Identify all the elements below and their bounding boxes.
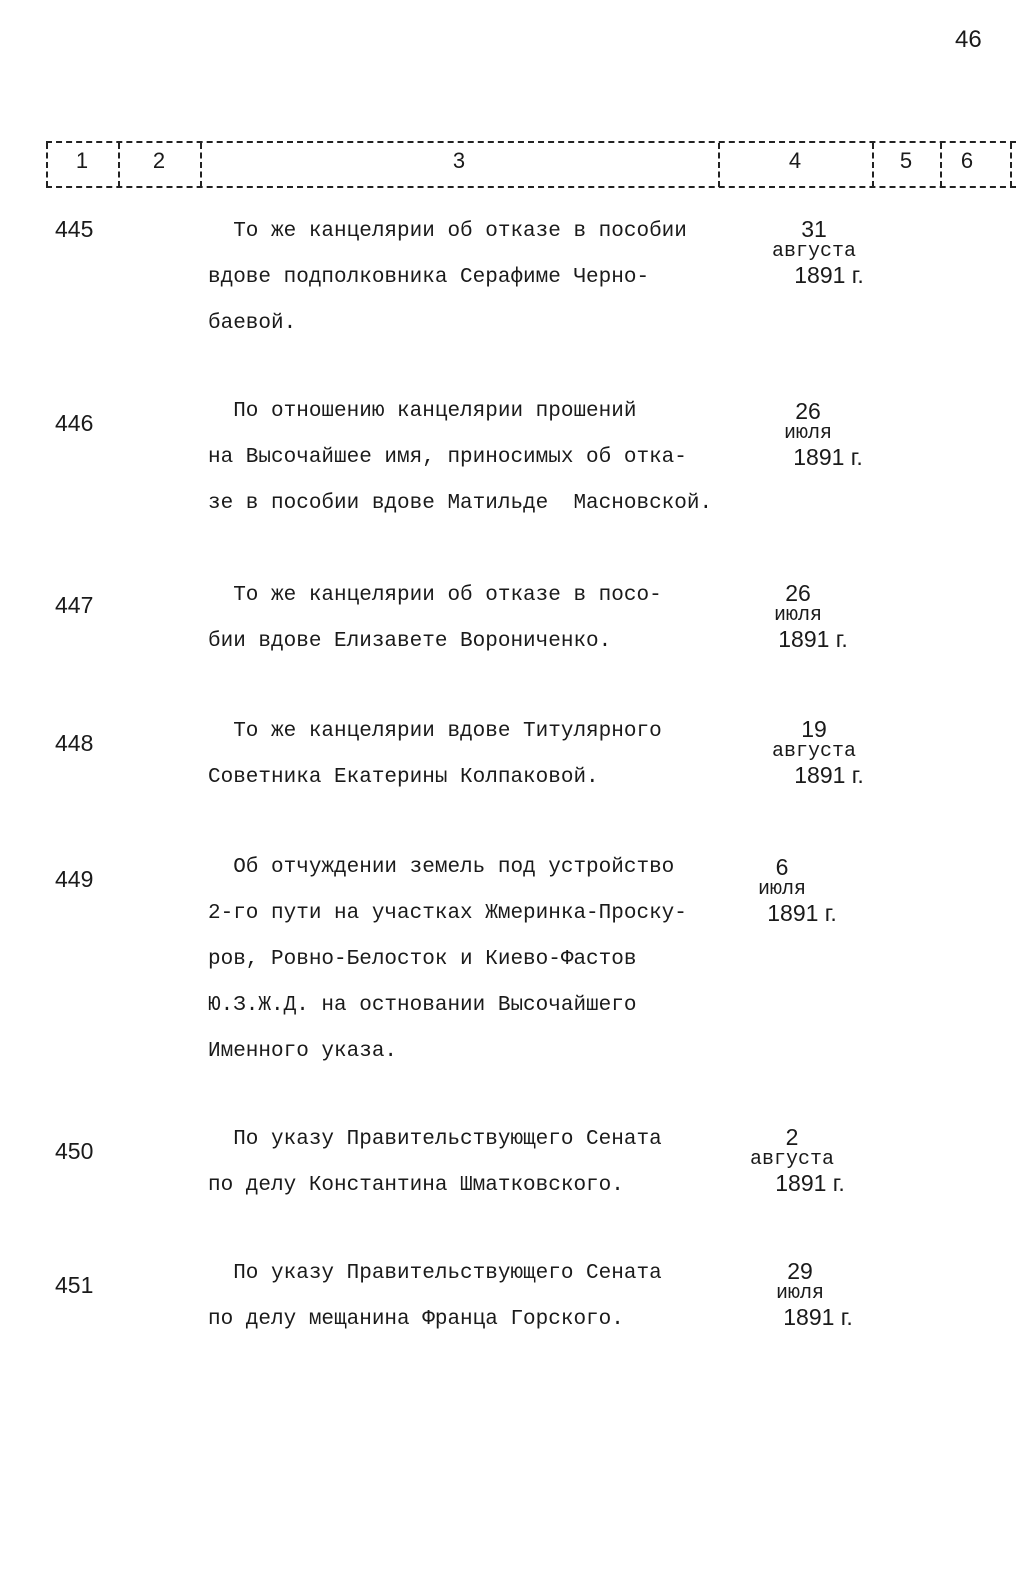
column-header-5: 5: [899, 148, 913, 173]
entry-number: 450: [55, 1138, 94, 1164]
entry-description: То же канцелярии об отказе в пособии вдове подполковника Серафиме Черно- баевой.: [208, 220, 687, 335]
entry-description: По указу Правительствующего Сената по делу мещанина Франца Горского.: [208, 1262, 662, 1331]
entry-number: 451: [55, 1272, 94, 1298]
column-header-1: 1: [75, 148, 89, 173]
column-header-3: 3: [452, 148, 466, 173]
header-bottom-rule: [46, 186, 1016, 188]
column-divider: [1010, 143, 1012, 187]
entry-date: 6 июля 1891 г.: [757, 854, 837, 926]
entry-number: 446: [55, 410, 94, 436]
entry-description: По указу Правительствующего Сената по делу Константина Шматковского.: [208, 1128, 662, 1197]
entry-description: Об отчуждении земель под устройство 2-го пути на участках Жмеринка-Проску- ров, Ровно-Белосток и Киево-Фастов Ю.З.Ж.Д. на остновании Высочайшего Именного указа.: [208, 856, 687, 1063]
page-number: 46: [955, 26, 982, 53]
entry-description: То же канцелярии об отказе в посо- бии вдове Елизавете Ворониченко.: [208, 584, 662, 653]
entry-number: 447: [55, 592, 94, 618]
column-header-6: 6: [960, 148, 974, 173]
entry-number: 445: [55, 216, 94, 242]
entry-description: То же канцелярии вдове Титулярного Советника Екатерины Колпаковой.: [208, 720, 662, 789]
column-header-2: 2: [152, 148, 166, 173]
entry-date: 29 июля 1891 г.: [775, 1258, 853, 1330]
column-header-4: 4: [788, 148, 802, 173]
header-top-rule: [46, 141, 1016, 143]
entry-date: 19 августа 1891 г.: [771, 716, 864, 788]
entry-number: 449: [55, 866, 94, 892]
entry-date: 26 июля 1891 г.: [783, 398, 863, 470]
entry-date: 31 августа 1891 г.: [771, 216, 864, 288]
entry-description: По отношению канцелярии прошений на Высочайшее имя, приносимых об отка- зе в пособии вдове Матильде Масновской.: [208, 400, 713, 515]
entry-date: 2 августа 1891 г.: [749, 1124, 845, 1196]
entry-number: 448: [55, 730, 94, 756]
entry-date: 26 июля 1891 г.: [773, 580, 848, 652]
